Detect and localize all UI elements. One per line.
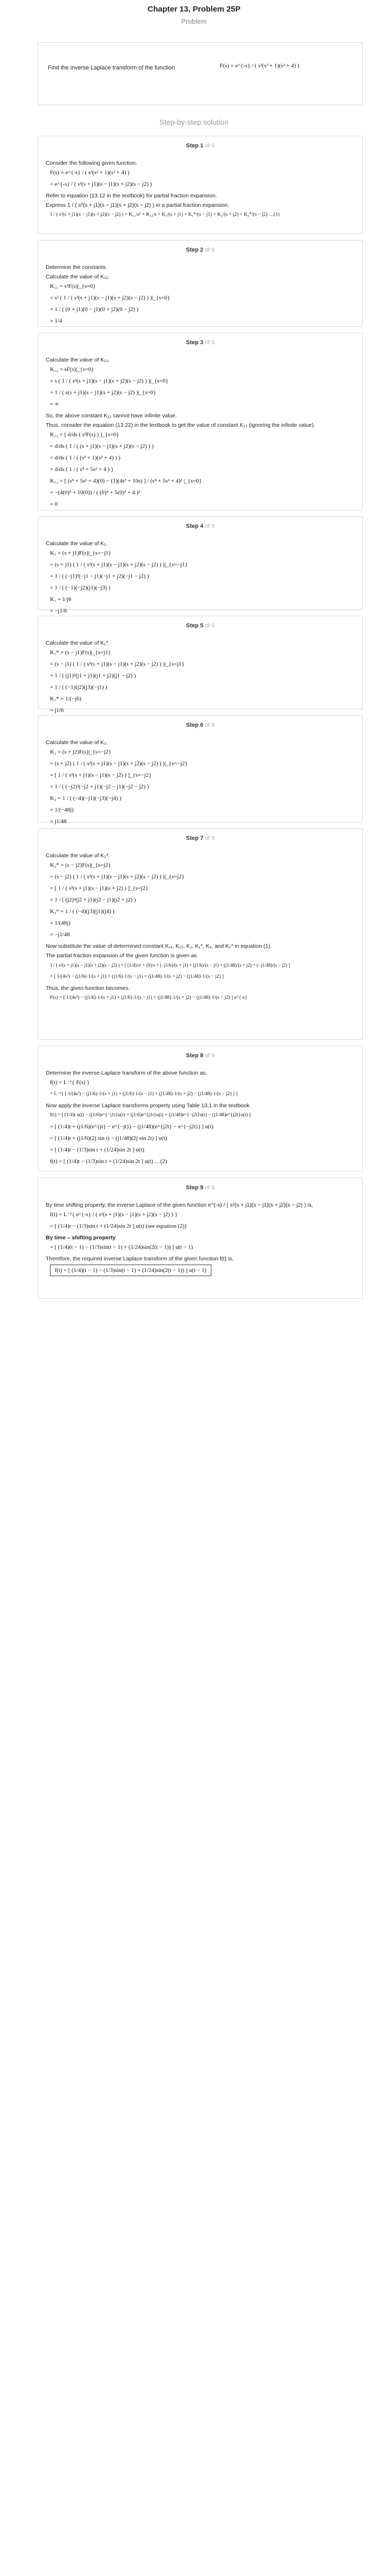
step-7-header	[38, 835, 362, 841]
step-equation: = 1 / ( (−1)(j2)(j3)(−j1) )	[50, 684, 107, 690]
step-3-label: Step 3	[186, 339, 203, 346]
step-equation: = −(4(0)³ + 10(0)) / ( (0)⁴ + 5(0)² + 4 )²	[50, 489, 140, 496]
step-line: Determine the constants.	[46, 264, 107, 270]
step-equation: K₁ = 1/j6	[50, 596, 72, 603]
step-equation: = [ (1/4)t + (j1/6)(2j sin t) − (j1/48)(2j sin 2t) ] u(t)	[50, 1135, 167, 1141]
step-line: Calculate the value of K₁*.	[46, 640, 110, 646]
step-line: Calculate the value of K₁₁.	[46, 274, 109, 280]
page-title: Chapter 13, Problem 25P	[147, 5, 241, 14]
step-equation: K₂ = (s + j2)F(s)|_{s=−j2}	[50, 749, 111, 755]
step-equation: K₁₁ = s²F(s)|_{s=0}	[50, 283, 96, 289]
step-line: Calculate the value of K₂*.	[46, 853, 110, 859]
problem-text: Find the inverse Laplace transform of the function	[48, 65, 175, 71]
step-8-body	[46, 1069, 356, 1169]
step-equation: = −j1/6	[50, 608, 67, 614]
step-equation: = 1 / ( (j2)²(j2 + j1)(j2 − j1)(j2 + j2) )	[50, 897, 136, 903]
step-6-card	[38, 715, 363, 823]
step-equation: K₁* = (s − j1)F(s)|_{s=j1}	[50, 649, 111, 656]
step-1-of: of 9	[205, 143, 215, 149]
step-line: So, the above constant K₁₂ cannot have infinite value.	[46, 413, 177, 419]
step-line: Refer to equation (13.12 in the textbook) for partial fraction expansion.	[46, 193, 217, 199]
step-3-of: of 9	[205, 339, 215, 346]
step-line: Consider the following given function.	[46, 160, 137, 166]
step-equation: f(t) = L⁻¹{ F(s) }	[50, 1079, 90, 1086]
step-2-of: of 9	[205, 247, 215, 253]
final-answer-box: f(t) = [ (1/4)(t − 1) − (1/3)sin(t − 1) + (1/24)sin(2(t − 1)) ] u(t − 1)	[50, 1265, 211, 1276]
step-6-of: of 9	[205, 722, 215, 728]
step-line: Thus, consider the equation (13.22) in the textbook to get the value of constant K₁₂ (ignoring the infinite value).	[46, 422, 315, 428]
step-7-of: of 9	[205, 835, 215, 841]
step-line: Determine the inverse Laplace transform of the above function as.	[46, 1070, 208, 1076]
step-equation: K₁* = 1/(−j6)	[50, 696, 81, 702]
step-8-header	[38, 1053, 362, 1059]
step-line: Calculate the value of K₁.	[46, 540, 108, 547]
step-equation: = j1/6	[50, 707, 64, 714]
step-9-body	[46, 1201, 356, 1280]
step-8-label: Step 8	[186, 1053, 203, 1059]
step-5-header	[38, 623, 362, 629]
step-equation: 1 / ( s²(s + j1)(s − j1)(s + j2)(s − j2) ) = [ (1/4)/s² + (0)/s + (−j1/6)/(s + j1) + (j1/6)/(s − j1) + (j1/48)/(s + j2) + (−j1/48)/(s − j2) ]	[50, 963, 290, 968]
step-line: Thus, the given function becomes.	[46, 985, 130, 991]
step-5-of: of 9	[205, 623, 215, 629]
step-equation: = 1 / ( (−1)(−j2)(j1)(−j3) )	[50, 585, 110, 591]
step-equation: = (s + j2) ( 1 / ( s²(s + j1)(s − j1)(s + j2)(s − j2) ) )|_{s=−j2}	[50, 760, 188, 767]
step-equation: = d/ds ( 1 / ( s⁴ + 5s² + 4 ) )	[50, 466, 113, 473]
solution-heading: Step-by-step solution	[159, 118, 229, 126]
step-2-body	[46, 264, 356, 329]
step-equation: = [ (1/4)t − (1/3)sin t + (1/24)sin 2t ] u(t)	[50, 1147, 145, 1153]
step-6-label: Step 6	[186, 722, 203, 728]
step-equation: = [ 1 / ( s²(s + j1)(s − j1)(s + j2) ) ]_{s=j2}	[50, 885, 148, 891]
step-equation: = 1 / ( (−j2)²(−j2 + j1)(−j2 − j1)(−j2 − j2) )	[50, 784, 149, 790]
step-equation: K₁ = (s + j1)F(s)|_{s=−j1}	[50, 550, 111, 556]
step-equation: = [ 1 / ( s²(s + j1)(s − j1)(s − j2) ) ]_{s=−j2}	[50, 772, 152, 778]
step-1-body	[46, 159, 356, 223]
step-7-body	[46, 852, 356, 1006]
step-equation: = 1 / ( s(s + j1)(s − j1)(s + j2)(s − j2) )|_{s=0}	[50, 389, 156, 396]
problem-heading: Problem	[181, 17, 207, 25]
step-equation: F(s) = [ 1/(4s²) − (j1/6)·1/(s + j1) + (j1/6)·1/(s − j1) + (j1/48)·1/(s + j2) − (j1/48)·1/(s − j2) ] e^{-s}	[50, 995, 248, 1000]
step-equation: = s² ( 1 / ( s²(s + j1)(s − j1)(s + j2)(s − j2) ) )|_{s=0}	[50, 295, 170, 301]
problem-card	[38, 42, 363, 105]
step-line: The partial fraction expansion of the given function is given as.	[46, 953, 199, 959]
step-4-label: Step 4	[186, 523, 203, 529]
step-equation: K₂ = 1 / ( (−4)(−j1)(−j3)(−j4) )	[50, 795, 121, 801]
step-5-label: Step 5	[186, 623, 203, 629]
step-equation: = 1 / ( (0 + j1)(0 − j1)(0 + j2)(0 − j2) )	[50, 306, 139, 313]
step-equation: = (s − j1) ( 1 / ( s²(s + j1)(s − j1)(s + j2)(s − j2) ) )|_{s=j1}	[50, 661, 185, 667]
final-answer	[50, 1265, 356, 1276]
step-equation: = (s + j1) ( 1 / ( s²(s + j1)(s − j1)(s + j2)(s − j2) ) )|_{s=−j1}	[50, 562, 188, 568]
step-equation: f(t) = [ (1/4)t − (1/3)sin t + (1/24)sin 2t ] u(t) …(2)	[50, 1158, 167, 1165]
step-6-body	[46, 739, 356, 829]
step-equation: = 1/(48j)	[50, 920, 70, 926]
step-6-header	[38, 722, 362, 728]
step-equation: = 1/(−48j)	[50, 807, 74, 813]
step-equation: K₂* = 1 / ( (−4)(j3)(j1)(j4) )	[50, 908, 115, 915]
step-equation: = 1 / ( (j1)²(j1 + j1)(j1 + j2)(j1 − j2) )	[50, 673, 136, 679]
problem-function: F(s) = e^{-s} / ( s²(s² + 1)(s² + 4) )	[220, 63, 300, 69]
step-1-header	[38, 143, 362, 149]
step-equation: = L⁻¹{ [ 1/(4s²) − (j1/6)·1/(s + j1) + (j1/6)·1/(s − j1) + (j1/48)·1/(s + j2) − (j1/48)·1/(s − j2) ] }	[50, 1091, 239, 1097]
step-equation: = 1 / ( (−j1)²(−j1 − j1)(−j1 + j2)(−j1 − j2) )	[50, 573, 149, 579]
step-2-header	[38, 247, 362, 253]
step-8-of: of 9	[205, 1053, 215, 1059]
step-equation: K₁₂ = [ (s⁴ + 5s² + 4)(0) − (1)(4s³ + 10s) ] / (s⁴ + 5s² + 4)² |_{s=0}	[50, 478, 202, 484]
step-3-body	[46, 356, 356, 512]
step-line: By time shifting property, the inverse Laplace of the given function e^{-s} / ( s²(s + j1)(s − j1)(s + j2)(s − j2) ) is,	[46, 1202, 313, 1208]
step-7-card	[38, 828, 363, 1040]
step-line: Calculate the value of K₁₂.	[46, 357, 110, 363]
step-equation: F(s) = e^{-s} / ( s²(s² + 1)(s² + 4) )	[50, 169, 130, 176]
step-equation: = d/ds ( 1 / ( (s + j1)(s − j1)(s + j2)(s − j2) ) )	[50, 443, 154, 449]
step-3-card	[38, 333, 363, 510]
step-equation: = 1/4	[50, 318, 63, 324]
step-equation: f(t) = L⁻¹{ e^{-s} / ( s²(s + j1)(s − j1)(s + j2)(s − j2) ) }	[50, 1211, 178, 1218]
step-4-of: of 9	[205, 523, 215, 529]
step-1-label: Step 1	[186, 143, 203, 149]
step-1-card	[38, 136, 363, 234]
step-7-label: Step 7	[186, 835, 203, 841]
step-equation: = e^{-s} / ( s²(s + j1)(s − j1)(s + j2)(s − j2) )	[50, 181, 152, 187]
step-equation: K₁₂ = sF(s)|_{s=0}	[50, 366, 94, 373]
step-2-label: Step 2	[186, 247, 203, 253]
step-equation: = j1/48	[50, 818, 67, 825]
step-5-body	[46, 639, 356, 718]
step-5-card	[38, 616, 363, 714]
step-equation: K₁₂ = [ d/ds ( s²F(s) ) ]_{s=0}	[50, 432, 119, 438]
step-9-label: Step 9	[186, 1185, 203, 1191]
step-equation: = −j1/48	[50, 931, 70, 938]
step-4-card	[38, 516, 363, 614]
step-equation: = [ (1/4)t + (j1/6)(e^{jt} − e^{−jt}) − (j1/48)(e^{j2t} − e^{−j2t}) ] u(t)	[50, 1124, 213, 1130]
step-3-header	[38, 339, 362, 346]
step-equation: = [ 1/(4s²) − (j1/6)·1/(s + j1) + (j1/6)·1/(s − j1) + (j1/48)·1/(s + j2) − (j1/48)·1/(s − j2) ]	[50, 974, 224, 979]
step-line: Therefore, the required inverse Laplace transform of the given function f(t) is,	[46, 1256, 234, 1262]
step-4-body	[46, 540, 356, 619]
step-line: By time – shifting property	[46, 1235, 116, 1241]
step-equation: = ∞	[50, 401, 59, 407]
step-equation: K₂* = (s − j2)F(s)|_{s=j2}	[50, 862, 111, 868]
step-line: Calculate the value of K₂.	[46, 739, 108, 746]
step-line: Now substitute the value of determined constant K₁₁, K₁₂, K₁, K₁*, K₂, and K₂* in equation (1).	[46, 943, 272, 949]
step-9-of: of 9	[205, 1185, 215, 1191]
step-equation: = d/ds ( 1 / ( (s² + 1)(s² + 4) ) )	[50, 455, 120, 461]
step-2-card	[38, 240, 363, 327]
step-equation: f(t) = [ (1/4)t u(t) − (j1/6)e^{−j1t}u(t) + (j1/6)e^{j1t}u(t) + (j1/48)e^{−j2t}u(t) − (j1/48)e^{j2t}u(t) ]	[50, 1112, 251, 1118]
step-9-card	[38, 1178, 363, 1299]
step-8-card	[38, 1046, 363, 1172]
step-9-header	[38, 1185, 362, 1191]
step-equation: = [ (1/4)t − (1/3)sin t + (1/24)sin 2t ] u(t) (see equation (2))	[50, 1223, 187, 1229]
step-equation: = s ( 1 / ( s²(s + j1)(s − j1)(s + j2)(s − j2) ) )|_{s=0}	[50, 378, 168, 384]
step-equation: = [ (1/4)(t − 1) − (1/3)sin(t − 1) + (1/24)sin(2(t − 1)) ] u(t − 1)	[50, 1244, 193, 1250]
step-line: Now apply the inverse Laplace transforms property using Table 13.1 in the textbook.	[46, 1102, 251, 1109]
step-4-header	[38, 523, 362, 529]
step-line: Express 1 / ( s²(s + j1)(s − j1)(s + j2)(s − j2) ) in a partial fraction expansion.	[46, 202, 229, 208]
step-equation: = (s − j2) ( 1 / ( s²(s + j1)(s − j1)(s + j2)(s − j2) ) )|_{s=j2}	[50, 874, 185, 880]
step-equation: = 0	[50, 501, 58, 507]
step-equation: 1 / ( s²(s + j1)(s − j1)(s + j2)(s − j2) ) = K₁₁/s² + K₁₂/s + K₁/(s + j1) + K₁*/(s − j1) + K₂/(s + j2) + K₂*/(s − j2) …(1)	[50, 212, 280, 217]
